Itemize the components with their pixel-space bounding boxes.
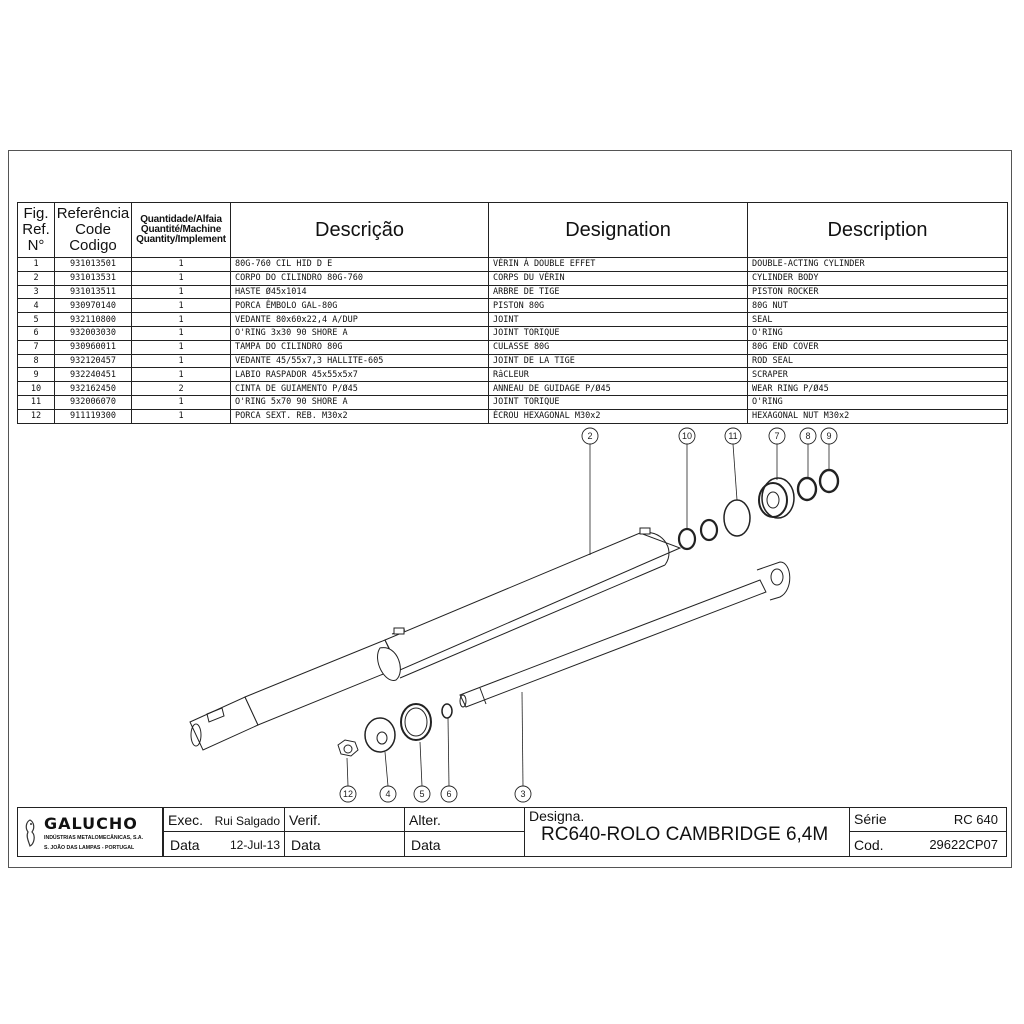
cell-ref: 9 bbox=[18, 368, 55, 382]
alter-date-label: Data bbox=[411, 837, 441, 853]
cod-value: 29622CP07 bbox=[929, 837, 998, 852]
cell-code: 932110800 bbox=[55, 313, 132, 327]
cell-designation: VÉRIN À DOUBLE EFFET bbox=[489, 258, 748, 272]
cell-description: SEAL bbox=[748, 313, 1008, 327]
cell-code: 931013501 bbox=[55, 258, 132, 272]
cell-descricao: VEDANTE 45/55x7,3 HALLITE-605 bbox=[231, 354, 489, 368]
cell-qty: 1 bbox=[132, 258, 231, 272]
cell-qty: 1 bbox=[132, 299, 231, 313]
serie-value: RC 640 bbox=[953, 812, 998, 827]
verif-date-label: Data bbox=[291, 837, 321, 853]
cell-code: 932120457 bbox=[55, 354, 132, 368]
cell-description: DOUBLE-ACTING CYLINDER bbox=[748, 258, 1008, 272]
verif-cell bbox=[284, 807, 405, 832]
exec-date-value: 12-Jul-13 bbox=[229, 838, 280, 852]
cell-ref: 10 bbox=[18, 382, 55, 396]
cell-designation: PISTON 80G bbox=[489, 299, 748, 313]
cell-descricao: O'RING 3x30 90 SHORE A bbox=[231, 326, 489, 340]
bird-logo-icon bbox=[22, 818, 40, 848]
cell-designation: JOINT TORIQUE bbox=[489, 395, 748, 409]
cell-descricao: HASTE Ø45x1014 bbox=[231, 285, 489, 299]
cell-code: 930960011 bbox=[55, 340, 132, 354]
header-no-label: N° bbox=[27, 237, 45, 254]
header-quantidade-label: Quantidade/Alfaia bbox=[140, 214, 222, 225]
header-ref-label: Ref. bbox=[22, 221, 50, 238]
designa-label: Designa. bbox=[529, 808, 585, 824]
cell-code: 932240451 bbox=[55, 368, 132, 382]
cell-qty: 1 bbox=[132, 354, 231, 368]
cell-code: 930970140 bbox=[55, 299, 132, 313]
callout-label: 9 bbox=[826, 431, 832, 441]
cell-description: O'RING bbox=[748, 395, 1008, 409]
cell-qty: 1 bbox=[132, 313, 231, 327]
header-descricao: Descrição bbox=[231, 203, 489, 258]
cell-qty: 1 bbox=[132, 409, 231, 423]
cell-descricao: CORPO DO CILINDRO 80G-760 bbox=[231, 271, 489, 285]
cell-designation: JOINT DE LA TIGE bbox=[489, 354, 748, 368]
designa-value: RC640-ROLO CAMBRIDGE 6,4M bbox=[541, 824, 829, 845]
cell-description: PISTON ROCKER bbox=[748, 285, 1008, 299]
cell-qty: 1 bbox=[132, 271, 231, 285]
cell-description: SCRAPER bbox=[748, 368, 1008, 382]
cell-code: 932006070 bbox=[55, 395, 132, 409]
cell-code: 911119300 bbox=[55, 409, 132, 423]
cod-label: Cod. bbox=[854, 837, 884, 853]
callout-label: 7 bbox=[774, 431, 780, 441]
header-code-label: Code bbox=[75, 221, 111, 238]
callout-label: 3 bbox=[520, 789, 526, 799]
cell-description: WEAR RING P/Ø45 bbox=[748, 382, 1008, 396]
callout-label: 4 bbox=[385, 789, 391, 799]
header-quantite-label: Quantité/Machine bbox=[140, 224, 222, 235]
cell-ref: 8 bbox=[18, 354, 55, 368]
cell-descricao: PORCA ÊMBOLO GAL-80G bbox=[231, 299, 489, 313]
alter-label: Alter. bbox=[409, 812, 441, 828]
cell-qty: 1 bbox=[132, 340, 231, 354]
callout-label: 5 bbox=[419, 789, 425, 799]
header-quantity-label: Quantity/Implement bbox=[136, 234, 226, 245]
cell-designation: JOINT TORIQUE bbox=[489, 326, 748, 340]
cell-ref: 4 bbox=[18, 299, 55, 313]
exec-date-label: Data bbox=[170, 837, 200, 853]
alter-date-cell bbox=[404, 831, 525, 857]
callout-label: 2 bbox=[587, 431, 593, 441]
cell-description: O'RING bbox=[748, 326, 1008, 340]
cell-ref: 1 bbox=[18, 258, 55, 272]
cell-designation: ÉCROU HEXAGONAL M30x2 bbox=[489, 409, 748, 423]
exec-date-cell bbox=[163, 831, 285, 857]
company-name: GALUCHO bbox=[44, 814, 138, 833]
header-codigo-label: Codigo bbox=[69, 237, 117, 254]
exec-label: Exec. bbox=[168, 812, 204, 828]
verif-date-cell bbox=[284, 831, 405, 857]
cell-designation: RâCLEUR bbox=[489, 368, 748, 382]
company-logo-box bbox=[17, 807, 163, 857]
cell-qty: 1 bbox=[132, 285, 231, 299]
cell-ref: 6 bbox=[18, 326, 55, 340]
cell-qty: 1 bbox=[132, 326, 231, 340]
cell-qty: 1 bbox=[132, 395, 231, 409]
callout-label: 12 bbox=[342, 789, 354, 799]
exec-value: Rui Salgado bbox=[214, 814, 280, 828]
callout-label: 6 bbox=[446, 789, 452, 799]
cell-descricao: PORCA SEXT. REB. M30x2 bbox=[231, 409, 489, 423]
company-address: S. JOÃO DAS LAMPAS - PORTUGAL bbox=[44, 845, 135, 851]
cell-ref: 5 bbox=[18, 313, 55, 327]
cell-ref: 3 bbox=[18, 285, 55, 299]
cell-code: 931013531 bbox=[55, 271, 132, 285]
alter-cell bbox=[404, 807, 525, 832]
cell-designation: ARBRE DE TIGE bbox=[489, 285, 748, 299]
cell-description: CYLINDER BODY bbox=[748, 271, 1008, 285]
cell-qty: 1 bbox=[132, 368, 231, 382]
company-subtitle: INDÚSTRIAS METALOMECÂNICAS, S.A. bbox=[44, 835, 144, 841]
cell-ref: 12 bbox=[18, 409, 55, 423]
cell-description: 80G NUT bbox=[748, 299, 1008, 313]
header-fig-label: Fig. bbox=[23, 205, 49, 222]
cell-ref: 2 bbox=[18, 271, 55, 285]
cell-designation: CORPS DU VÉRIN bbox=[489, 271, 748, 285]
exec-cell bbox=[163, 807, 285, 832]
serie-cell bbox=[849, 807, 1007, 832]
cell-description: 80G END COVER bbox=[748, 340, 1008, 354]
header-description: Description bbox=[748, 203, 1008, 258]
cell-descricao: 80G-760 CIL HID D E bbox=[231, 258, 489, 272]
serie-label: Série bbox=[854, 811, 887, 827]
cell-descricao: VEDANTE 80x60x22,4 A/DUP bbox=[231, 313, 489, 327]
cell-code: 931013511 bbox=[55, 285, 132, 299]
cell-ref: 7 bbox=[18, 340, 55, 354]
header-referencia-label: Referência bbox=[56, 205, 130, 222]
verif-label: Verif. bbox=[289, 812, 321, 828]
callout-label: 8 bbox=[805, 431, 811, 441]
cell-code: 932003030 bbox=[55, 326, 132, 340]
cell-descricao: TAMPA DO CILINDRO 80G bbox=[231, 340, 489, 354]
designation-cell bbox=[524, 807, 850, 857]
cell-designation: JOINT bbox=[489, 313, 748, 327]
callout-label: 11 bbox=[728, 431, 738, 441]
cell-descricao: LABIO RASPADOR 45x55x5x7 bbox=[231, 368, 489, 382]
cod-cell bbox=[849, 831, 1007, 857]
cell-description: ROD SEAL bbox=[748, 354, 1008, 368]
cell-designation: ANNEAU DE GUIDAGE P/Ø45 bbox=[489, 382, 748, 396]
cell-code: 932162450 bbox=[55, 382, 132, 396]
header-designation: Designation bbox=[489, 203, 748, 258]
cell-ref: 11 bbox=[18, 395, 55, 409]
cell-descricao: CINTA DE GUIAMENTO P/Ø45 bbox=[231, 382, 489, 396]
callout-label: 10 bbox=[681, 431, 693, 441]
cell-descricao: O'RING 5x70 90 SHORE A bbox=[231, 395, 489, 409]
cell-qty: 2 bbox=[132, 382, 231, 396]
cell-description: HEXAGONAL NUT M30x2 bbox=[748, 409, 1008, 423]
cell-designation: CULASSE 80G bbox=[489, 340, 748, 354]
